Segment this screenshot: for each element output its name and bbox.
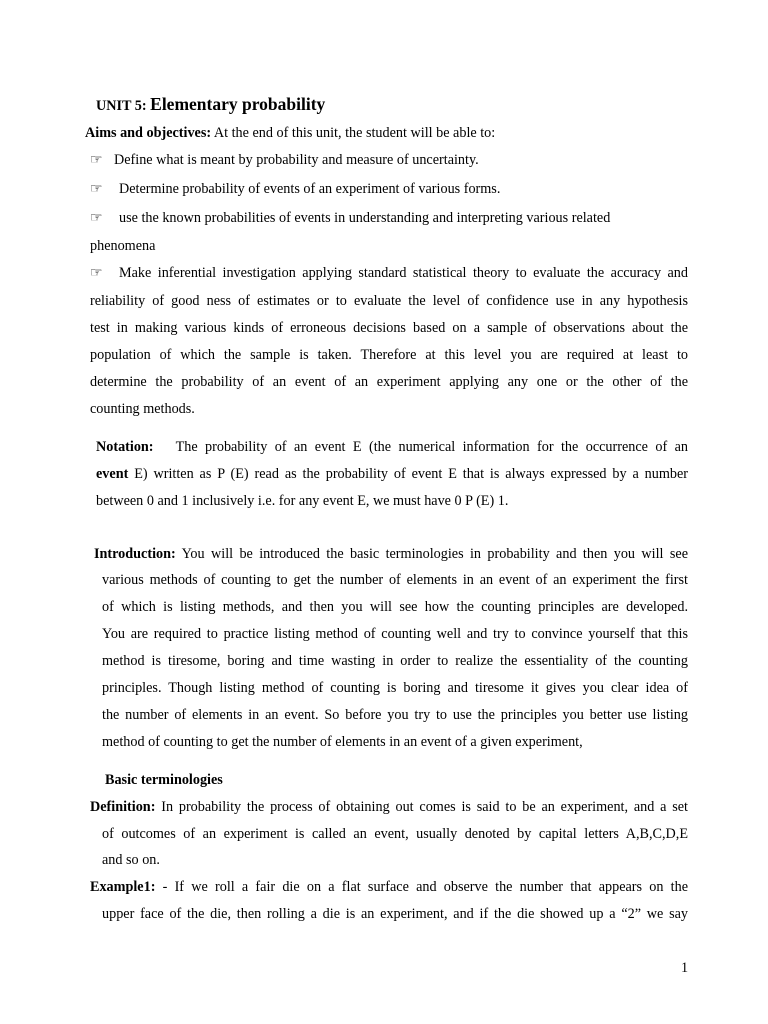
pointing-hand-icon: ☞	[90, 152, 103, 168]
aims-bullet-3-continued: phenomena	[90, 238, 156, 254]
unit-title	[96, 94, 325, 115]
aims-line	[85, 125, 495, 142]
aims-bullet-2-text: Determine probability of events of an experiment of various forms.	[119, 181, 501, 197]
aims-bullet-3-text: use the known probabilities of events in understanding and interpreting various related	[119, 210, 611, 226]
introduction-line-3: of which is listing methods, and then you will see how the counting principles are developed.	[102, 599, 688, 615]
example1-line-2: upper face of the die, then rolling a die is an experiment, and if the die showed up a “2” we say	[102, 906, 688, 922]
aims-bullet-4-line-1	[90, 265, 688, 282]
notation-text-2: E) written as P (E) read as the probability of event E that is always expressed by a number	[128, 466, 688, 482]
aims-bullet-4-line-5: determine the probability of an event of an experiment applying any one or the other of the	[90, 374, 688, 390]
introduction-line-2: various methods of counting to get the number of elements in an event of an experiment the first	[102, 572, 688, 588]
unit-number: UNIT 5:	[96, 98, 147, 114]
definition-text-1: In probability the process of obtaining out comes is said to be an experiment, and a set	[155, 799, 688, 815]
aims-bullet-1-text: Define what is meant by probability and measure of uncertainty.	[114, 152, 479, 168]
introduction-line-7: the number of elements in an event. So before you try to use the principles you better use listing	[102, 707, 688, 723]
notation-label: Notation:	[96, 439, 154, 455]
introduction-line-1	[94, 546, 688, 563]
aims-bullet-4-line-3: test in making various kinds of erroneous decisions based on a sample of observations about the	[90, 320, 688, 336]
notation-line-1	[96, 439, 688, 456]
aims-label: Aims and objectives:	[85, 125, 212, 141]
notation-event-bold: event	[96, 466, 129, 482]
unit-name: Elementary probability	[150, 94, 326, 114]
introduction-line-8: method of counting to get the number of elements in an event of a given experiment,	[102, 734, 583, 750]
introduction-label: Introduction:	[94, 546, 176, 562]
notation-line-3: between 0 and 1 inclusively i.e. for any event E, we must have 0 P (E) 1.	[96, 493, 509, 509]
aims-bullet-4-line-6: counting methods.	[90, 401, 195, 417]
example1-text-1: - If we roll a fair die on a flat surface and observe the number that appears on the	[155, 879, 688, 895]
pointing-hand-icon: ☞	[90, 181, 103, 197]
example1-line-1	[90, 879, 688, 896]
example1-label: Example1:	[90, 879, 156, 895]
definition-line-1	[90, 799, 688, 816]
introduction-text-1: You will be introduced the basic terminologies in probability and then you will see	[175, 546, 688, 562]
page-number: 1	[681, 960, 689, 976]
introduction-line-5: method is tiresome, boring and time wasting in order to realize the essentiality of the counting	[102, 653, 688, 669]
notation-text-1: The probability of an event E (the numerical information for the occurrence of an	[175, 439, 688, 455]
aims-bullet-4-line-4: population of which the sample is taken. Therefore at this level you are required at least to	[90, 347, 688, 363]
pointing-hand-icon: ☞	[90, 210, 103, 226]
definition-line-3: and so on.	[102, 852, 160, 868]
aims-bullet-2	[90, 181, 500, 198]
notation-line-2	[96, 466, 688, 483]
basic-terminologies-heading: Basic terminologies	[105, 772, 223, 788]
pointing-hand-icon: ☞	[90, 265, 103, 281]
aims-bullet-1	[90, 152, 479, 169]
introduction-line-6: principles. Though listing method of counting is boring and tiresome it gives you clear idea of	[102, 680, 688, 696]
introduction-line-4: You are required to practice listing method of counting well and try to convince yourself that this	[102, 626, 688, 642]
aims-bullet-4-line-2: reliability of good ness of estimates or to evaluate the level of confidence use in any hypothesis	[90, 293, 688, 309]
aims-intro: At the end of this unit, the student will be able to:	[211, 125, 496, 141]
definition-label: Definition:	[90, 799, 156, 815]
aims-bullet-4-text-1: Make inferential investigation applying standard statistical theory to evaluate the accuracy and	[119, 265, 688, 281]
aims-bullet-3	[90, 210, 610, 227]
definition-line-2: of outcomes of an experiment is called an event, usually denoted by capital letters A,B,C,D,E	[102, 826, 688, 842]
